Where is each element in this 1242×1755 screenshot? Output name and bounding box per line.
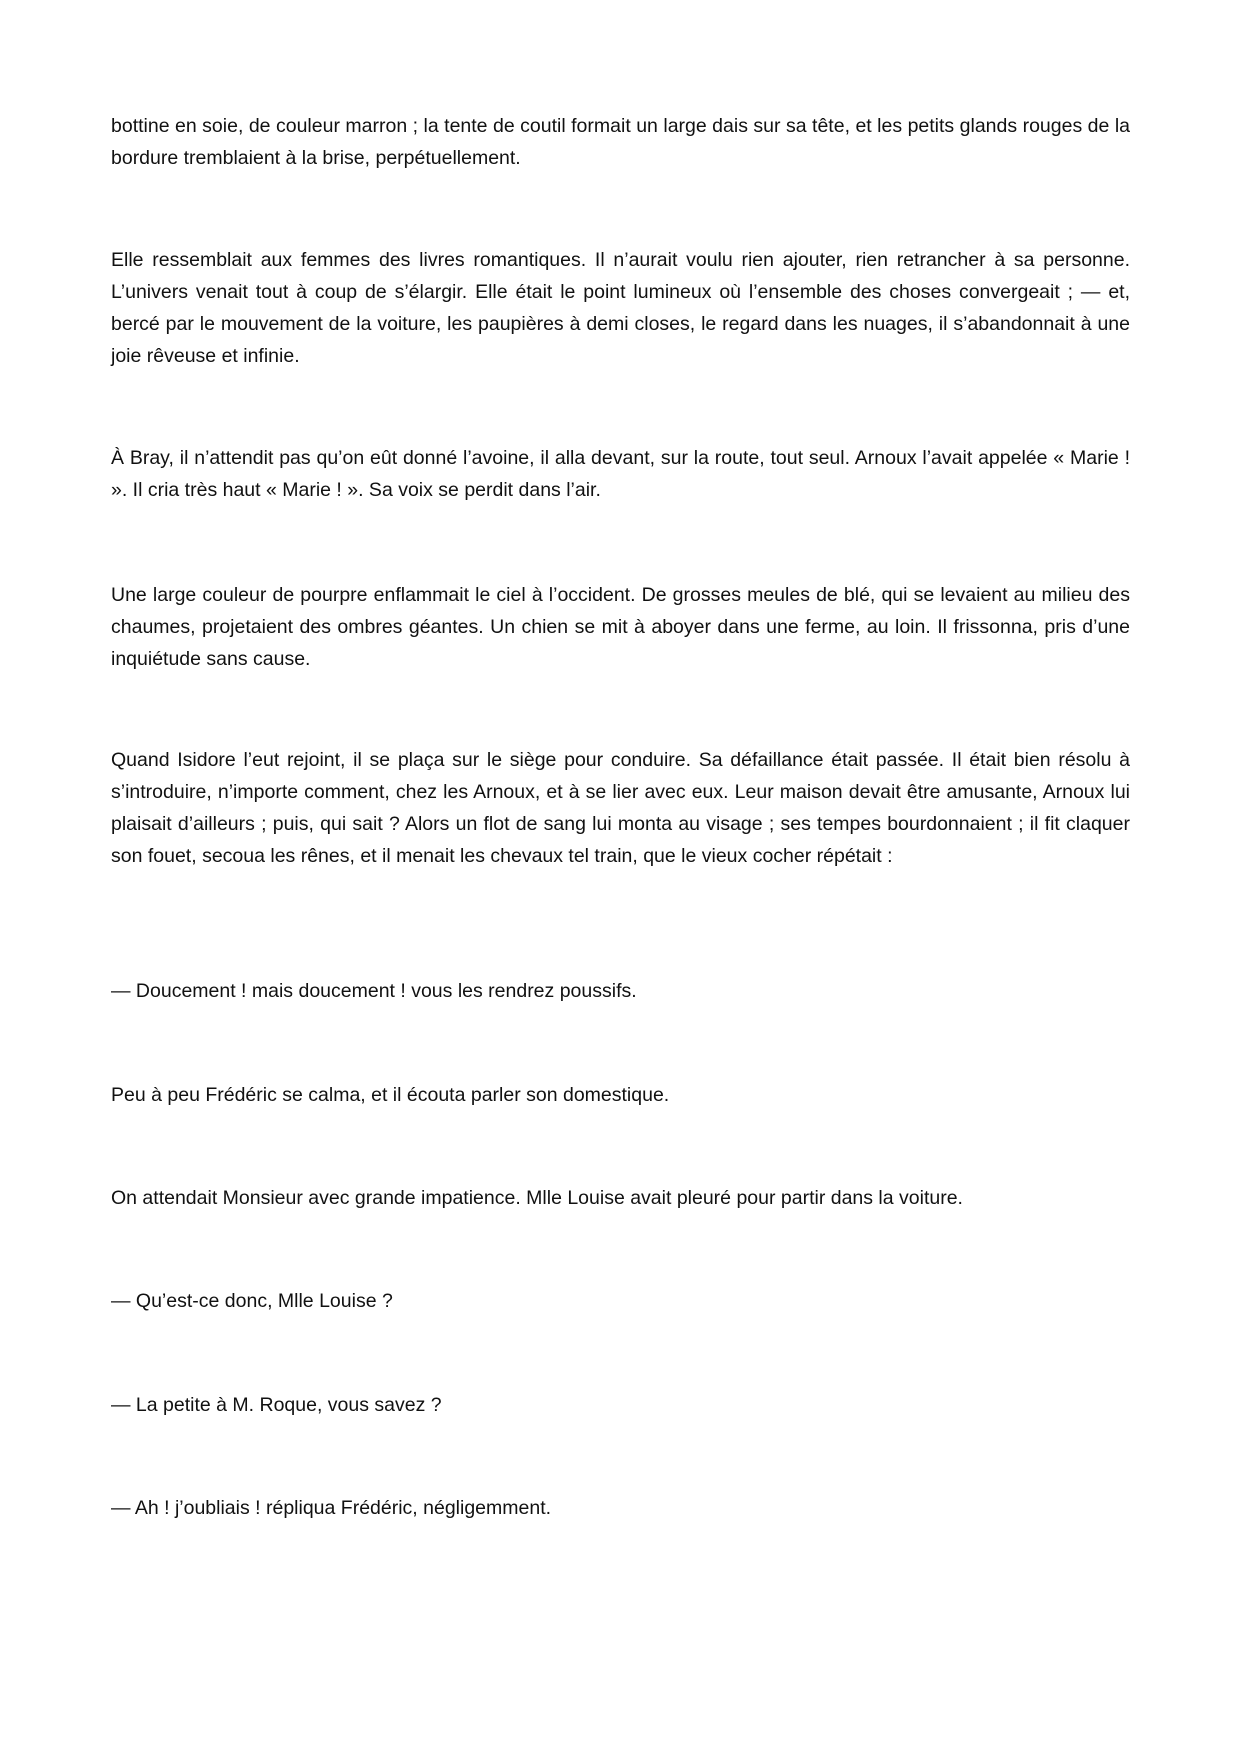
dialogue-line: — Doucement ! mais doucement ! vous les rendrez poussifs.: [111, 980, 637, 1002]
dialogue-line: — Ah ! j’oubliais ! répliqua Frédéric, négligemment.: [111, 1497, 552, 1519]
dialogue-line: — La petite à M. Roque, vous savez ?: [111, 1394, 442, 1416]
paragraph: Quand Isidore l’eut rejoint, il se plaça sur le siège pour conduire. Sa défaillance était passée. Il était bien résolu à s’introduire, n’importe comment, chez les Arnoux, et à se lier avec eux. Leur maison devait être amusante, Arnoux lui plaisait d’ailleurs ; puis, qui sait ? Alors un flot de sang lui monta au visage ; ses tempes bourdonnaient ; il fit claquer son fouet, secoua les rênes, et il menait les chevaux tel train, que le vieux cocher répétait :: [111, 749, 1130, 867]
paragraph: Elle ressemblait aux femmes des livres romantiques. Il n’aurait voulu rien ajouter, rien retrancher à sa personne. L’univers venait tout à coup de s’élargir. Elle était le point lumineux où l’ensemble des choses convergeait ; — et, bercé par le mouvement de la voiture, les paupières à demi closes, le regard dans les nuages, il s’abandonnait à une joie rêveuse et infinie.: [111, 249, 1130, 367]
paragraph: À Bray, il n’attendit pas qu’on eût donné l’avoine, il alla devant, sur la route, tout seul. Arnoux l’avait appelée « Marie ! ». Il cria très haut « Marie ! ». Sa voix se perdit dans l’air.: [111, 447, 1130, 501]
paragraph: On attendait Monsieur avec grande impatience. Mlle Louise avait pleuré pour partir dans la voiture.: [111, 1187, 963, 1209]
paragraph: Peu à peu Frédéric se calma, et il écouta parler son domestique.: [111, 1084, 670, 1106]
dialogue-line: — Qu’est-ce donc, Mlle Louise ?: [111, 1290, 393, 1312]
paragraph: bottine en soie, de couleur marron ; la tente de coutil formait un large dais sur sa tête, et les petits glands rouges de la bordure tremblaient à la brise, perpétuellement.: [111, 115, 1130, 169]
paragraph: Une large couleur de pourpre enflammait le ciel à l’occident. De grosses meules de blé, qui se levaient au milieu des chaumes, projetaient des ombres géantes. Un chien se mit à aboyer dans une ferme, au loin. Il frissonna, pris d’une inquiétude sans cause.: [111, 584, 1130, 670]
